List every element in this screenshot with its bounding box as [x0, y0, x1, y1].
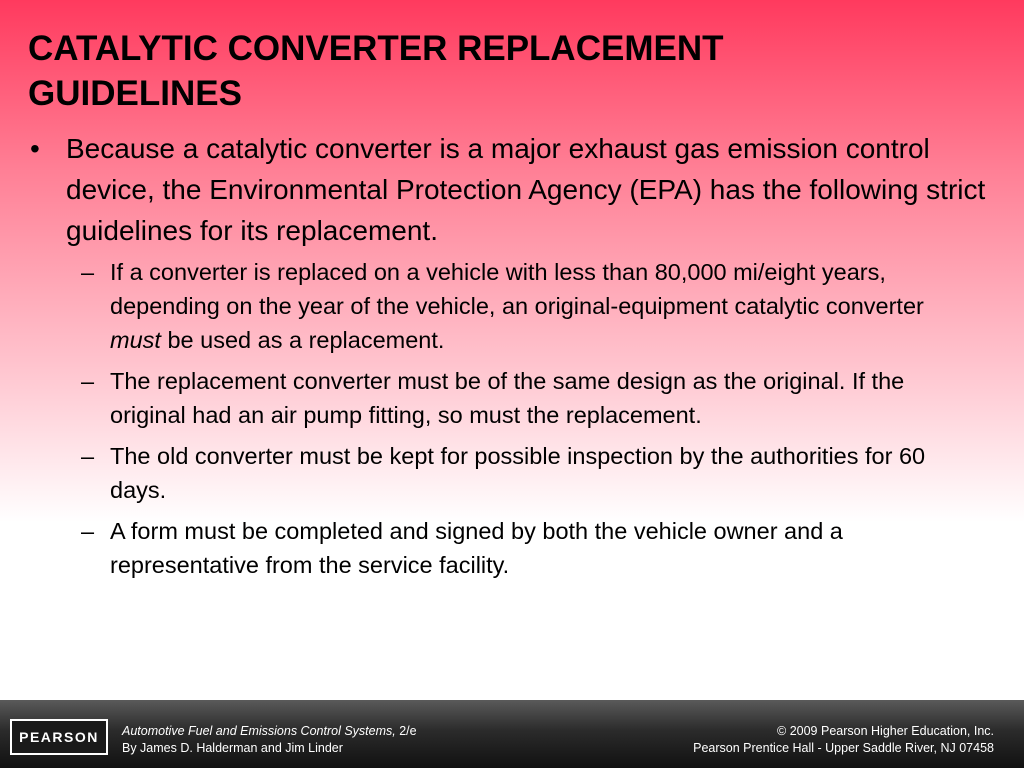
sub-bullet-item: [28, 514, 980, 582]
book-title: Automotive Fuel and Emissions Control Systems,: [122, 724, 396, 738]
sub-bullet-text-before: If a converter is replaced on a vehicle with less than 80,000 mi/eight years, depending on the year of the vehicle, an original-equipment catalytic converter: [110, 259, 924, 319]
dash-marker: –: [81, 443, 95, 469]
copyright-text: © 2009 Pearson Higher Education, Inc.: [777, 724, 994, 738]
sub-bullet-text: The old converter must be kept for possible inspection by the authorities for 60 days.: [110, 443, 926, 503]
book-edition: 2/e: [395, 724, 417, 738]
main-bullet: [28, 128, 988, 251]
slide-body: [28, 128, 988, 589]
title-line-1: CATALYTIC CONVERTER REPLACEMENT: [28, 29, 724, 68]
sub-bullet-text: The replacement converter must be of the same design as the original. If the original had an air pump fitting, so must the replacement.: [110, 368, 905, 428]
sub-bullet-item: [28, 439, 980, 507]
book-title-line: [122, 723, 417, 740]
slide-title: [28, 26, 988, 116]
sub-bullet-list: [28, 255, 988, 582]
sub-bullet-item: [28, 255, 980, 357]
bullet-marker: •: [30, 133, 40, 164]
dash-marker: –: [81, 518, 95, 544]
dash-marker: –: [81, 368, 95, 394]
dash-marker: –: [81, 259, 95, 285]
footer-book-info: [122, 723, 417, 757]
sub-bullet-item: [28, 364, 980, 432]
pearson-logo: PEARSON: [10, 719, 108, 755]
publisher-text: Pearson Prentice Hall - Upper Saddle River, NJ 07458: [693, 741, 994, 755]
sub-bullet-text: A form must be completed and signed by both the vehicle owner and a representative from the service facility.: [110, 518, 843, 578]
footer-bar: [0, 700, 1024, 768]
sub-bullet-text-after: be used as a replacement.: [160, 327, 445, 353]
footer-copyright-info: [693, 723, 994, 757]
main-bullet-text: Because a catalytic converter is a major exhaust gas emission control device, the Environmental Protection Agency (EPA) has the following strict guidelines for its replacement.: [66, 133, 986, 246]
title-line-2: GUIDELINES: [28, 74, 242, 113]
book-authors: By James D. Halderman and Jim Linder: [122, 741, 343, 755]
sub-bullet-emphasis: must: [110, 327, 161, 353]
